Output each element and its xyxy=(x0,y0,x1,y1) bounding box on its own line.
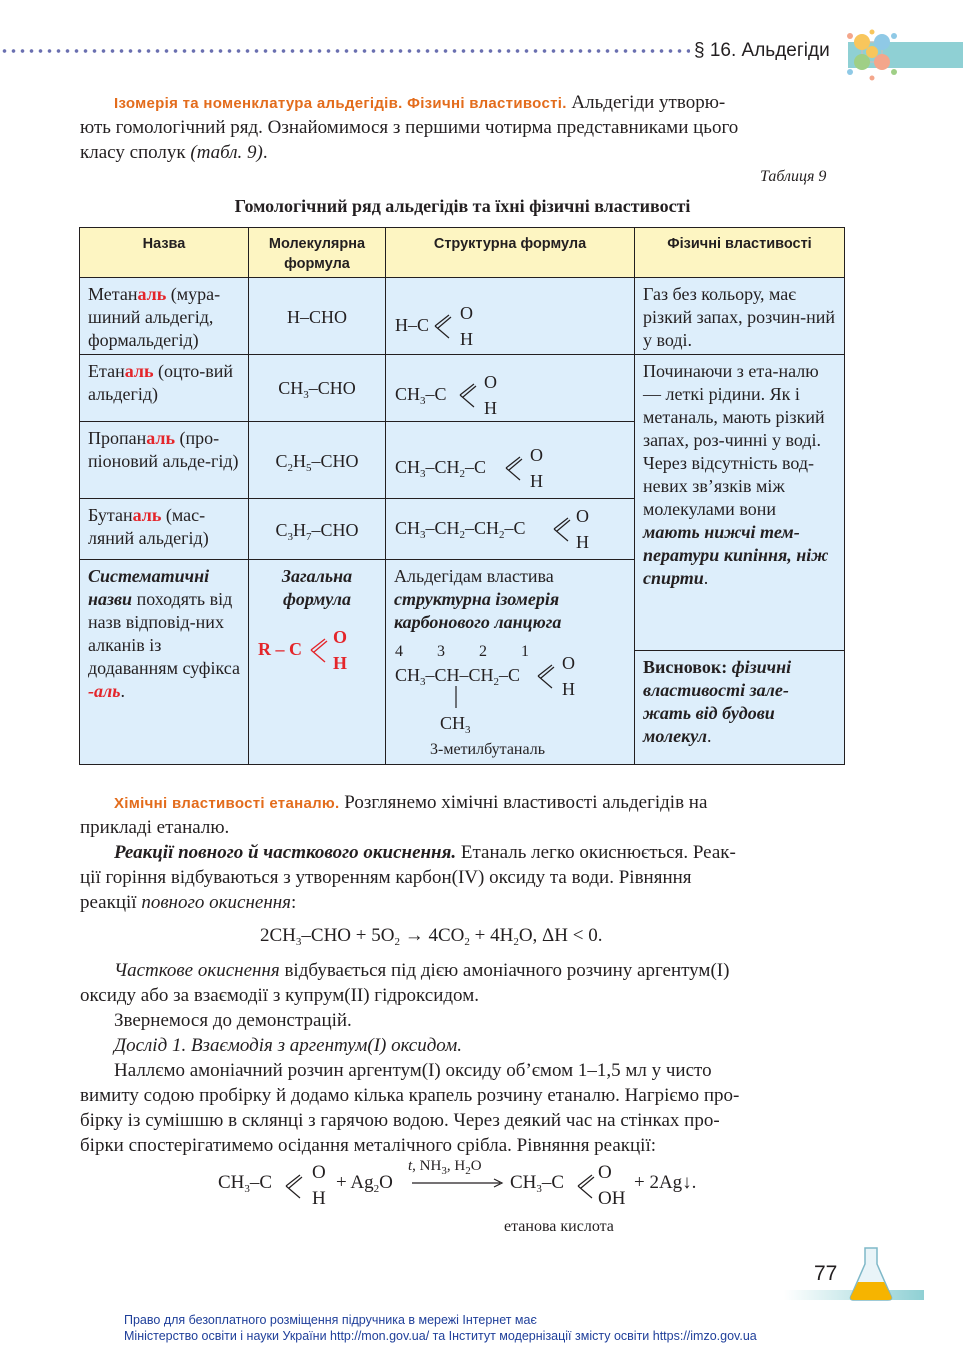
col-header-structural: Структурна формула xyxy=(385,227,635,278)
text-line: Часткове окиснення відбувається під дією амоніачного розчину аргентум(I) xyxy=(114,960,730,981)
text-line: Наллємо амоніачний розчин аргентум(I) оксиду об’ємом 1–1,5 мл у чисто xyxy=(114,1060,712,1081)
general-formula: R – C xyxy=(258,639,302,659)
page-number: 77 xyxy=(814,1262,838,1285)
experiment-title: Дослід 1. Взаємодія з аргентум(I) оксидом. xyxy=(114,1035,462,1056)
properties-methanal: Газ без кольору, має різкий запах, розчин-ний у воді. xyxy=(634,277,845,355)
text-line: Реакції повного й часткового окиснення. Етаналь легко окиснюється. Реак- xyxy=(114,842,736,863)
text-line: оксиду або за взаємодії з купрум(II) гідроксидом. xyxy=(80,985,479,1006)
table-row: Пропаналь (про-піоновий альде-гід) xyxy=(79,421,249,499)
text-line: ції горіння відбуваються з утворенням карбон(IV) оксиду та води. Рівняння xyxy=(80,867,692,888)
structural-formula: H–C O H xyxy=(385,277,635,355)
structural-formula: $CH_3-CH_2-CH_2-C$ O H xyxy=(385,498,635,560)
text-line: бірку із сумішшю в склянці з гарячою водою. Через деякий час на стінках про- xyxy=(80,1110,720,1131)
isomer-name: 3-метилбутаналь xyxy=(430,741,545,758)
aldehydes-table xyxy=(79,227,845,765)
molecule-icon xyxy=(842,28,902,84)
col-header-name: Назва xyxy=(79,227,249,278)
chapter-title: § 16. Альдегіди xyxy=(694,40,830,61)
text-line: вимиту содою пробірку й додамо кілька крапель розчину етаналю. Нагріємо про- xyxy=(80,1085,740,1106)
col-header-properties: Фізичні властивості xyxy=(634,227,845,278)
table-row: Етаналь (оцто-вий альдегід) xyxy=(79,354,249,422)
section-chem-props: Хімічні властивості етаналю. Розглянемо хімічні властивості альдегідів на xyxy=(114,792,708,813)
isomerism-cell: Альдегідам властива структурна ізомерія карбонового ланцюга 4 3 2 1 $CH_3-CH-CH_2-C$ O H $CH_3$ 3-метилбутаналь xyxy=(385,559,635,765)
table-row: Метаналь (мура-шиний альдегід, формальдегід) xyxy=(79,277,249,355)
flask-icon xyxy=(848,1246,894,1302)
footer-line-1: Право для безоплатного розміщення підручника в мережі Інтернет має xyxy=(124,1313,537,1327)
structural-formula: $CH_3-C$ O H xyxy=(385,354,635,422)
text-line: Звернемося до демонстрацій. xyxy=(114,1010,352,1031)
table-label: Таблиця 9 xyxy=(760,168,827,185)
text-line: бірки спостерігатимемо осідання металічного срібла. Рівняння реакції: xyxy=(80,1135,657,1156)
molecular-formula: H–CHO xyxy=(248,277,386,355)
table-caption: Гомологічний ряд альдегідів та їхні фізичні властивості xyxy=(234,196,691,216)
molecular-formula: $CH_3$–CHO xyxy=(248,354,386,422)
combustion-equation: $2CH_3$–CHO + $5O_2 \to 4CO_2 + 4H_2O$, ΔH < 0. xyxy=(260,925,603,948)
table-row: Бутаналь (мас-ляний альдегід) xyxy=(79,498,249,560)
section-heading-isomerism: Ізомерія та номенклатура альдегідів. Фізичні властивості. xyxy=(114,95,567,112)
header-dotted-line xyxy=(0,48,690,54)
general-formula-cell: Загальна формула R – C O H xyxy=(248,559,386,765)
intro-paragraph: Ізомерія та номенклатура альдегідів. Фізичні властивості. Альдегіди утворю- xyxy=(114,92,726,113)
structural-formula: $CH_3-CH_2-C$ O H xyxy=(385,421,635,499)
text-line: реакції повного окиснення: xyxy=(80,892,297,913)
text-line: прикладі етаналю. xyxy=(80,817,230,838)
section-heading-chemical: Хімічні властивості етаналю. xyxy=(114,795,340,812)
molecular-formula: $C_3H_7$–CHO xyxy=(248,498,386,560)
product-name: етанова кислота xyxy=(504,1218,614,1235)
systematic-names-cell: Систематичні назви походять від назв відповід-них алканів із додаванням суфікса -аль. xyxy=(79,559,249,765)
silver-mirror-equation: $CH_3-C$ O H + $Ag_2O$ t, $NH_3$, $H_2O$ $CH_3-C$ O OH + 2Ag↓. етанова кислота xyxy=(218,1158,697,1235)
col-header-molecular: Молекулярна формула xyxy=(248,227,386,278)
molecular-formula: $C_2H_5$–CHO xyxy=(248,421,386,499)
conclusion-cell: Висновок: фізичні властивості зале-жать від будови молекул. xyxy=(634,650,845,765)
copyright-footer xyxy=(124,1312,757,1344)
general-formula-label: Загальна формула xyxy=(281,566,353,609)
intro-line-3: класу сполук (табл. 9). xyxy=(80,142,268,163)
intro-line-2: ють гомологічний ряд. Ознайомимося з першими чотирма представниками цього xyxy=(80,117,739,138)
properties-liquids: Починаючи з ета-налю — леткі рідини. Як і метаналь, мають різкий запах, роз-чинні у воді. Через відсутність вод-невих зв’язків між молекулами вони мають нижчі тем-ператури кипіння, ніж спирти. xyxy=(634,354,845,651)
footer-line-2: Міністерство освіти і науки України http://mon.gov.ua/ та Інститут модернізації змісту освіти https://imzo.gov.ua xyxy=(124,1329,757,1343)
